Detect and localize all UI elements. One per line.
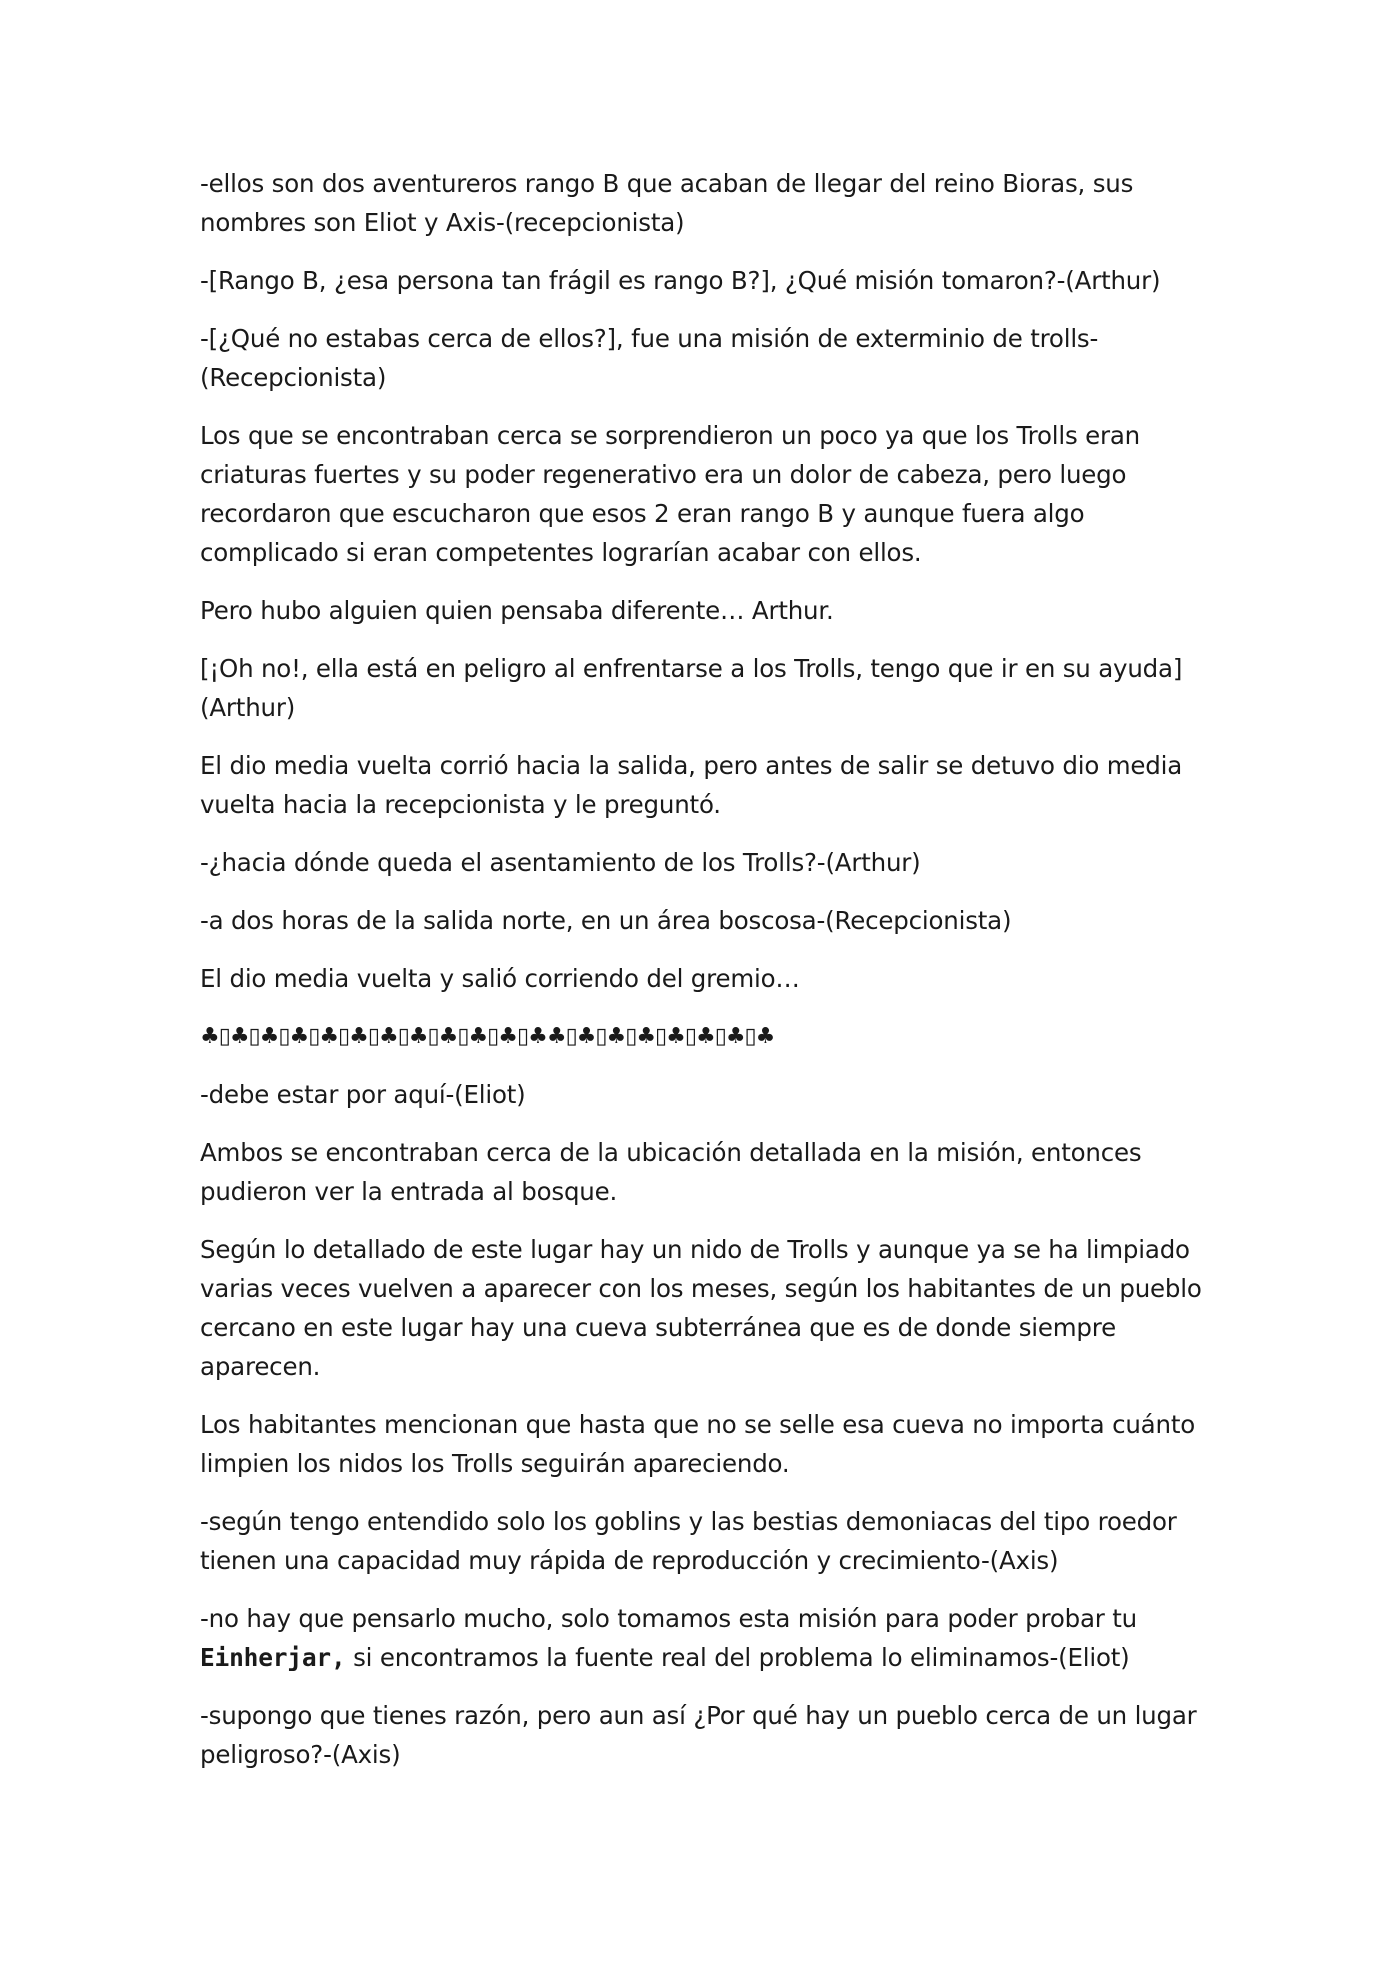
eliot-line-prefix: -no hay que pensarlo mucho, solo tomamos esta misión para poder probar tu	[200, 1604, 1137, 1633]
paragraph: -[¿Qué no estabas cerca de ellos?], fue una misión de exterminio de trolls-(Recepcionista)	[200, 324, 1099, 392]
text-column	[200, 164, 1210, 1793]
paragraph: [¡Oh no!, ella está en peligro al enfrentarse a los Trolls, tengo que ir en su ayuda](Arthur)	[200, 654, 1183, 722]
paragraph: -debe estar por aquí-(Eliot)	[200, 1080, 526, 1109]
einherjar-term: Einherjar,	[200, 1643, 346, 1672]
paragraph: El dio media vuelta y salió corriendo del gremio…	[200, 964, 800, 993]
paragraph-eliot-line	[200, 1599, 1210, 1677]
paragraph: -ellos son dos aventureros rango B que acaban de llegar del reino Bioras, sus nombres son Eliot y Axis-(recepcionista)	[200, 169, 1134, 237]
paragraph: -¿hacia dónde queda el asentamiento de los Trolls?-(Arthur)	[200, 848, 921, 877]
paragraph: -supongo que tienes razón, pero aun así ¿Por qué hay un pueblo cerca de un lugar peligroso?-(Axis)	[200, 1701, 1197, 1769]
paragraph: Ambos se encontraban cerca de la ubicación detallada en la misión, entonces pudieron ver la entrada al bosque.	[200, 1138, 1142, 1206]
paragraph: -a dos horas de la salida norte, en un área boscosa-(Recepcionista)	[200, 906, 1012, 935]
paragraph: Pero hubo alguien quien pensaba diferente… Arthur.	[200, 596, 834, 625]
paragraph: El dio media vuelta corrió hacia la salida, pero antes de salir se detuvo dio media vuelta hacia la recepcionista y le preguntó.	[200, 751, 1183, 819]
paragraph: -[Rango B, ¿esa persona tan frágil es rango B?], ¿Qué misión tomaron?-(Arthur)	[200, 266, 1161, 295]
paragraph: Los habitantes mencionan que hasta que no se selle esa cueva no importa cuánto limpien los nidos los Trolls seguirán apareciendo.	[200, 1410, 1196, 1478]
paragraph: -según tengo entendido solo los goblins y las bestias demoniacas del tipo roedor tienen una capacidad muy rápida de reproducción y crecimiento-(Axis)	[200, 1507, 1177, 1575]
eliot-line-suffix: si encontramos la fuente real del problema lo eliminamos-(Eliot)	[345, 1643, 1130, 1672]
paragraph: Los que se encontraban cerca se sorprendieron un poco ya que los Trolls eran criaturas fuertes y su poder regenerativo era un dolor de cabeza, pero luego recordaron que escucharon que esos 2 eran rango B y aunque fuera algo complicado si eran competentes lograrían acabar con ellos.	[200, 421, 1141, 567]
scene-separator: ♣▯♣▯♣▯♣▯♣▯♣▯♣▯♣▯♣▯♣▯♣▯♣♣▯♣▯♣▯♣▯♣▯♣▯♣▯♣	[200, 1024, 775, 1049]
paragraph: Según lo detallado de este lugar hay un nido de Trolls y aunque ya se ha limpiado varias veces vuelven a aparecer con los meses, según los habitantes de un pueblo cercano en este lugar hay una cueva subterránea que es de donde siempre aparecen.	[200, 1235, 1202, 1381]
